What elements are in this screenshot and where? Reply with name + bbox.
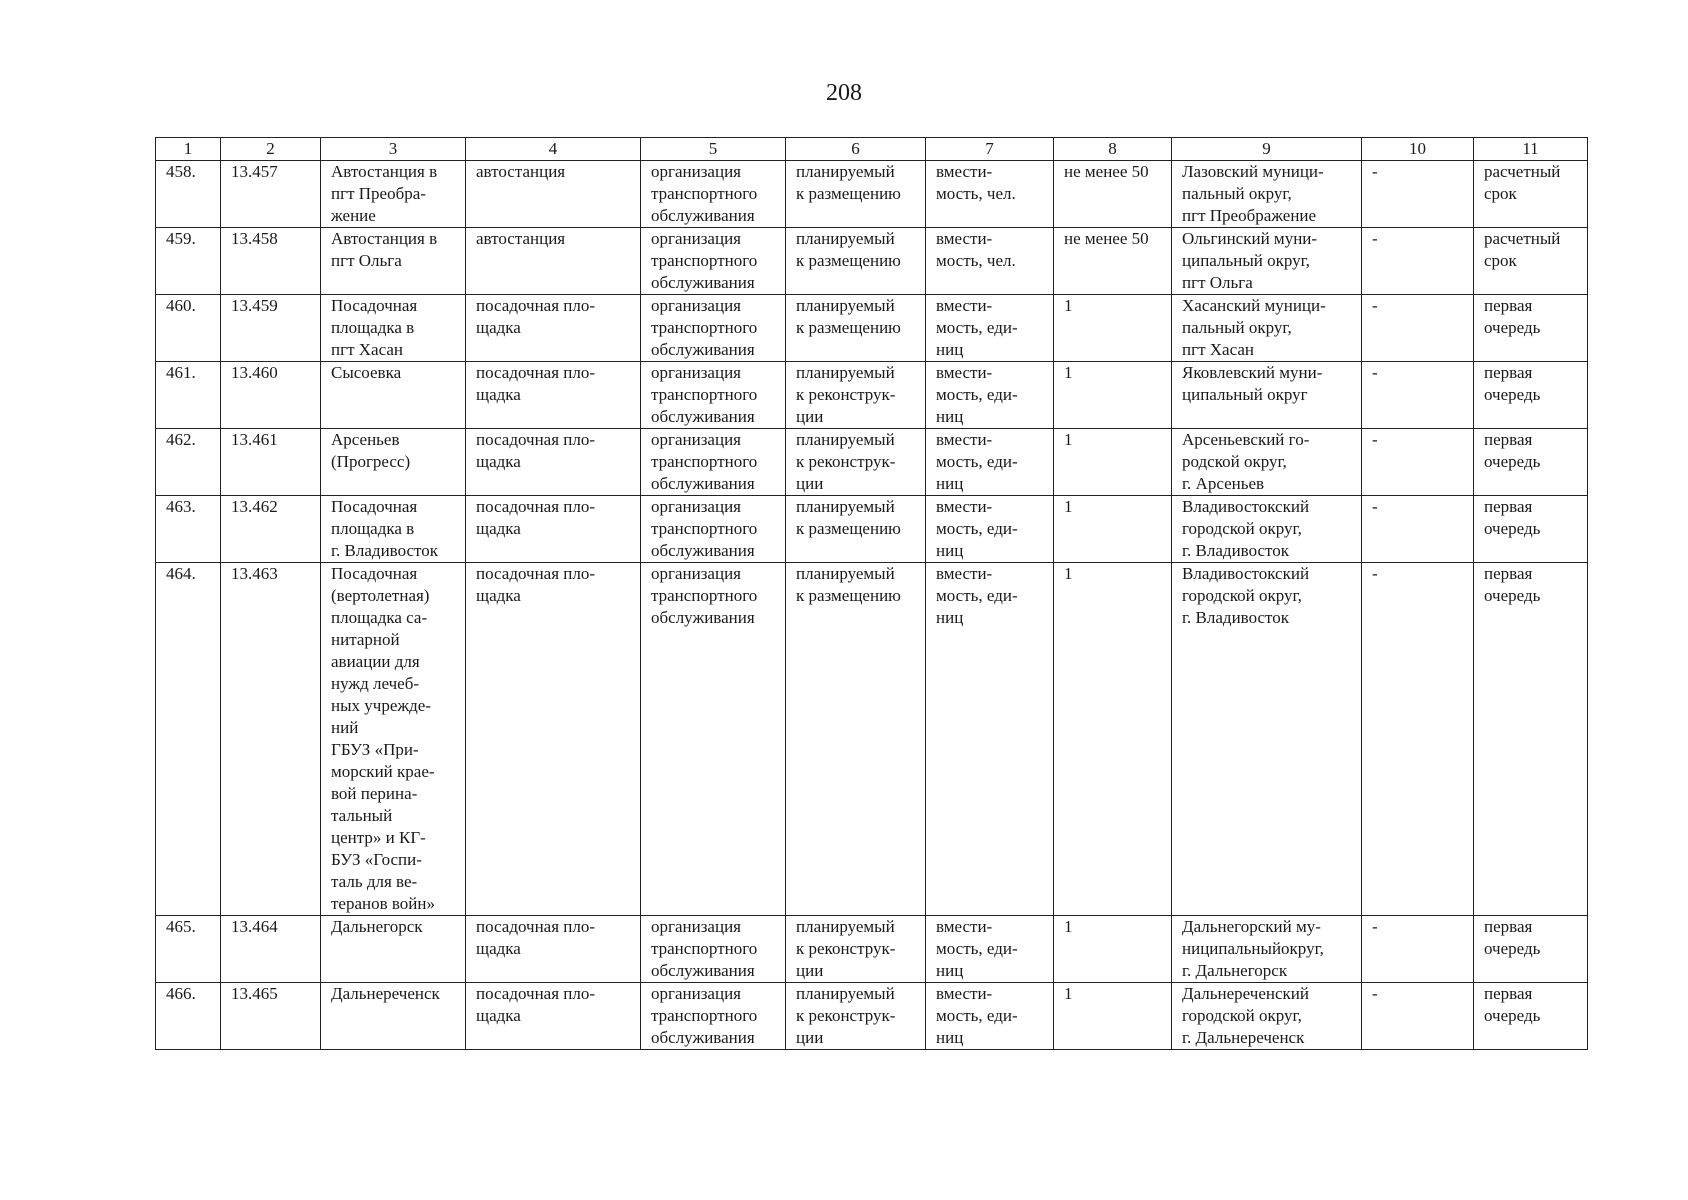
table-cell: посадочная пло- щадка	[466, 496, 641, 563]
table-cell: организация транспортного обслуживания	[641, 429, 786, 496]
table-cell: планируемый к размещению	[786, 295, 926, 362]
table-cell: -	[1362, 563, 1474, 916]
table-row	[156, 983, 1588, 1050]
table-cell: вмести- мость, еди- ниц	[926, 983, 1054, 1050]
table-cell: Хасанский муници- пальный округ, пгт Хасан	[1172, 295, 1362, 362]
table-cell: 1	[1054, 563, 1172, 916]
table-cell: организация транспортного обслуживания	[641, 295, 786, 362]
table-cell: посадочная пло- щадка	[466, 429, 641, 496]
table-cell: -	[1362, 496, 1474, 563]
table-cell: вмести- мость, еди- ниц	[926, 916, 1054, 983]
table-cell: Владивостокский городской округ, г. Владивосток	[1172, 563, 1362, 916]
table-cell: 13.457	[221, 161, 321, 228]
table-cell: Дальнегорский му- ниципальныйокруг, г. Дальнегорск	[1172, 916, 1362, 983]
table-cell: 13.460	[221, 362, 321, 429]
table-cell: -	[1362, 362, 1474, 429]
table-cell: 1	[1054, 916, 1172, 983]
table-cell: первая очередь	[1474, 295, 1588, 362]
data-table	[155, 137, 1588, 1050]
page-number: 208	[826, 80, 862, 106]
column-header: 1	[156, 138, 221, 161]
table-cell: Посадочная (вертолетная) площадка са- нитарной авиации для нужд лечеб- ных учрежде- ний ГБУЗ «При- морский крае- вой перина- тальный центр» и КГ- БУЗ «Госпи- таль для ве- теранов войн»	[321, 563, 466, 916]
table-cell: 13.465	[221, 983, 321, 1050]
table-cell: 458.	[156, 161, 221, 228]
table-cell: 13.459	[221, 295, 321, 362]
table-cell: Дальнереченский городской округ, г. Дальнереченск	[1172, 983, 1362, 1050]
column-header: 10	[1362, 138, 1474, 161]
table-row	[156, 295, 1588, 362]
table-cell: организация транспортного обслуживания	[641, 228, 786, 295]
table-cell: организация транспортного обслуживания	[641, 496, 786, 563]
table-cell: расчетный срок	[1474, 228, 1588, 295]
table-cell: вмести- мость, чел.	[926, 161, 1054, 228]
table-cell: 13.462	[221, 496, 321, 563]
table-cell: планируемый к реконструк- ции	[786, 362, 926, 429]
table-cell: не менее 50	[1054, 161, 1172, 228]
table-cell: первая очередь	[1474, 916, 1588, 983]
column-header: 11	[1474, 138, 1588, 161]
table-cell: Ольгинский муни- ципальный округ, пгт Ольга	[1172, 228, 1362, 295]
table-cell: вмести- мость, еди- ниц	[926, 429, 1054, 496]
table-cell: вмести- мость, еди- ниц	[926, 496, 1054, 563]
table-cell: посадочная пло- щадка	[466, 362, 641, 429]
table-cell: первая очередь	[1474, 429, 1588, 496]
table-cell: организация транспортного обслуживания	[641, 161, 786, 228]
table-cell: расчетный срок	[1474, 161, 1588, 228]
table-cell: Арсеньевский го- родской округ, г. Арсеньев	[1172, 429, 1362, 496]
table-row	[156, 228, 1588, 295]
table-cell: Посадочная площадка в пгт Хасан	[321, 295, 466, 362]
column-header: 9	[1172, 138, 1362, 161]
table-cell: вмести- мость, еди- ниц	[926, 362, 1054, 429]
table-cell: 460.	[156, 295, 221, 362]
table-cell: планируемый к реконструк- ции	[786, 916, 926, 983]
table-cell: Лазовский муници- пальный округ, пгт Преображение	[1172, 161, 1362, 228]
table-cell: 466.	[156, 983, 221, 1050]
table-row	[156, 362, 1588, 429]
table-cell: -	[1362, 916, 1474, 983]
table-cell: первая очередь	[1474, 362, 1588, 429]
table-cell: посадочная пло- щадка	[466, 916, 641, 983]
table-cell: Дальнереченск	[321, 983, 466, 1050]
column-header: 3	[321, 138, 466, 161]
table-cell: Арсеньев (Прогресс)	[321, 429, 466, 496]
table-row	[156, 563, 1588, 916]
table-cell: организация транспортного обслуживания	[641, 916, 786, 983]
table-cell: 463.	[156, 496, 221, 563]
table-cell: автостанция	[466, 228, 641, 295]
table-cell: -	[1362, 295, 1474, 362]
table-cell: планируемый к размещению	[786, 161, 926, 228]
column-header: 4	[466, 138, 641, 161]
table-cell: организация транспортного обслуживания	[641, 362, 786, 429]
table-cell: 13.458	[221, 228, 321, 295]
table-cell: посадочная пло- щадка	[466, 563, 641, 916]
table-cell: 464.	[156, 563, 221, 916]
table-cell: организация транспортного обслуживания	[641, 563, 786, 916]
table-row	[156, 496, 1588, 563]
table-cell: 1	[1054, 496, 1172, 563]
table-cell: 1	[1054, 429, 1172, 496]
table-cell: 13.464	[221, 916, 321, 983]
table-cell: первая очередь	[1474, 983, 1588, 1050]
table-cell: -	[1362, 429, 1474, 496]
table-cell: посадочная пло- щадка	[466, 295, 641, 362]
table-cell: не менее 50	[1054, 228, 1172, 295]
table-cell: 1	[1054, 362, 1172, 429]
column-header: 7	[926, 138, 1054, 161]
table-cell: автостанция	[466, 161, 641, 228]
table-cell: -	[1362, 228, 1474, 295]
table-cell: вмести- мость, чел.	[926, 228, 1054, 295]
table-cell: Владивостокский городской округ, г. Владивосток	[1172, 496, 1362, 563]
column-header: 2	[221, 138, 321, 161]
table-row	[156, 916, 1588, 983]
table-cell: первая очередь	[1474, 496, 1588, 563]
table-cell: -	[1362, 161, 1474, 228]
table-cell: Посадочная площадка в г. Владивосток	[321, 496, 466, 563]
table-cell: Автостанция в пгт Преобра- жение	[321, 161, 466, 228]
table-row	[156, 429, 1588, 496]
table-cell: 461.	[156, 362, 221, 429]
table-cell: 13.463	[221, 563, 321, 916]
table-cell: -	[1362, 983, 1474, 1050]
column-header: 6	[786, 138, 926, 161]
table-cell: вмести- мость, еди- ниц	[926, 295, 1054, 362]
table-cell: Яковлевский муни- ципальный округ	[1172, 362, 1362, 429]
table-row	[156, 161, 1588, 228]
table-cell: планируемый к размещению	[786, 563, 926, 916]
table-cell: планируемый к размещению	[786, 228, 926, 295]
column-header: 8	[1054, 138, 1172, 161]
table-cell: планируемый к размещению	[786, 496, 926, 563]
table-cell: Сысоевка	[321, 362, 466, 429]
table-cell: 465.	[156, 916, 221, 983]
table-cell: Автостанция в пгт Ольга	[321, 228, 466, 295]
table-body	[156, 161, 1588, 1050]
table-cell: 1	[1054, 983, 1172, 1050]
table-cell: 459.	[156, 228, 221, 295]
column-header: 5	[641, 138, 786, 161]
table-cell: 1	[1054, 295, 1172, 362]
table-cell: 13.461	[221, 429, 321, 496]
table-cell: посадочная пло- щадка	[466, 983, 641, 1050]
table-cell: первая очередь	[1474, 563, 1588, 916]
table-cell: планируемый к реконструк- ции	[786, 983, 926, 1050]
table-cell: 462.	[156, 429, 221, 496]
header-row	[156, 138, 1588, 161]
table-cell: организация транспортного обслуживания	[641, 983, 786, 1050]
table-cell: вмести- мость, еди- ниц	[926, 563, 1054, 916]
table-cell: планируемый к реконструк- ции	[786, 429, 926, 496]
table-cell: Дальнегорск	[321, 916, 466, 983]
